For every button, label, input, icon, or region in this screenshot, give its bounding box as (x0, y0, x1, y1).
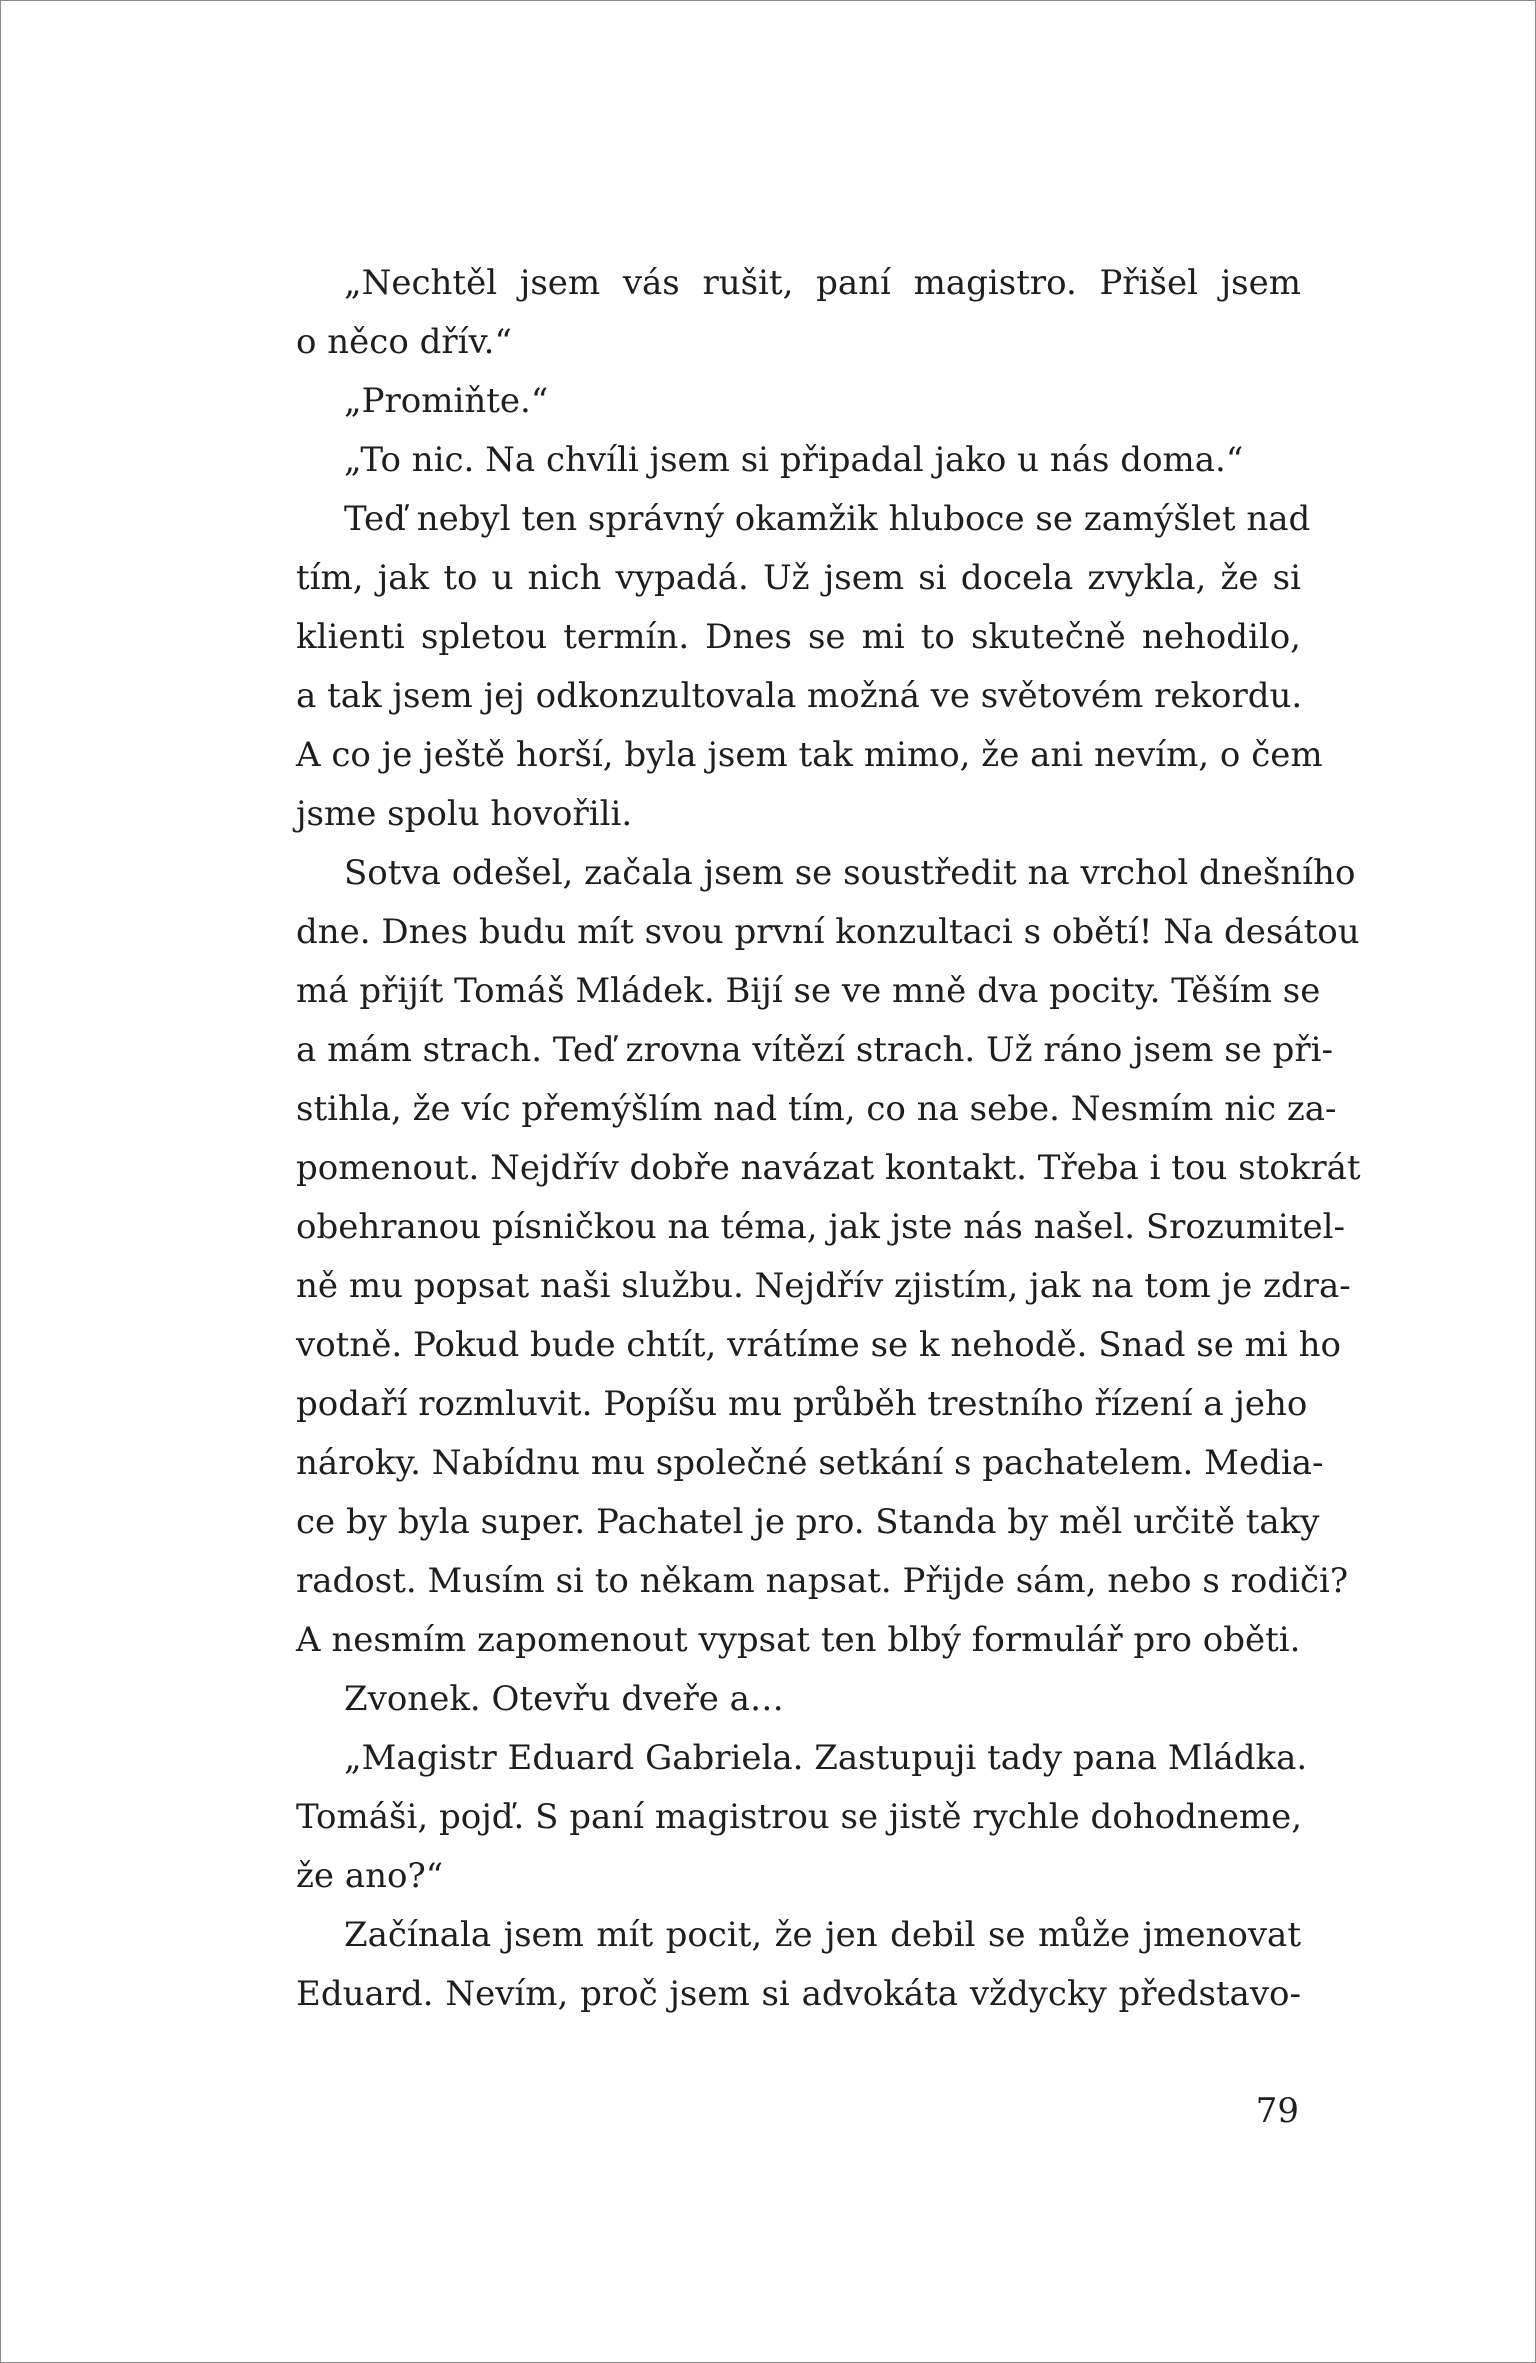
text-line: „Magistr Eduard Gabriela. Zastupuji tady pana Mládka. (344, 1738, 1308, 1778)
text-line: Teď nebyl ten správný okamžik hluboce se zamýšlet nad (344, 499, 1311, 539)
text-line: ce by byla super. Pachatel je pro. Standa by měl určitě taky (296, 1502, 1320, 1542)
text-line: A nesmím zapomenout vypsat ten blbý formulář pro oběti. (296, 1620, 1301, 1660)
text-line: Sotva odešel, začala jsem se soustředit na vrchol dnešního (344, 853, 1356, 893)
text-line: podaří rozmluvit. Popíšu mu průběh trestního řízení a jeho (296, 1384, 1308, 1424)
text-line: pomenout. Nejdřív dobře navázat kontakt. Třeba i tou stokrát (296, 1148, 1361, 1188)
text-line: tím, jak to u nich vypadá. Už jsem si docela zvykla, že si (296, 558, 1301, 598)
page-number: 79 (1255, 2091, 1299, 2131)
text-line: Začínala jsem mít pocit, že jen debil se může jmenovat (344, 1915, 1301, 1955)
text-line: dne. Dnes budu mít svou první konzultaci s obětí! Na desátou (296, 912, 1360, 952)
text-line: že ano?“ (296, 1856, 444, 1896)
text-line: radost. Musím si to někam napsat. Přijde sám, nebo s rodiči? (296, 1561, 1349, 1601)
text-line: stihla, že víc přemýšlím nad tím, co na sebe. Nesmím nic za- (296, 1089, 1337, 1129)
text-line: jsme spolu hovořili. (296, 794, 633, 834)
body-text (296, 254, 1361, 2024)
text-line: má přijít Tomáš Mládek. Bijí se ve mně dva pocity. Těším se (296, 971, 1321, 1011)
text-line: obehranou písničkou na téma, jak jste nás našel. Srozumitel- (296, 1207, 1345, 1247)
text-line: „Nechtěl jsem vás rušit, paní magistro. Přišel jsem (344, 263, 1301, 303)
text-line: Zvonek. Otevřu dveře a… (344, 1679, 784, 1719)
text-line: A co je ještě horší, byla jsem tak mimo, že ani nevím, o čem (296, 735, 1323, 775)
text-line: ně mu popsat naši službu. Nejdřív zjistím, jak na tom je zdra- (296, 1266, 1351, 1306)
text-line: „Promiňte.“ (344, 381, 549, 421)
text-line: o něco dřív.“ (296, 322, 512, 362)
text-line: a mám strach. Teď zrovna vítězí strach. Už ráno jsem se při- (296, 1030, 1334, 1070)
text-line: votně. Pokud bude chtít, vrátíme se k nehodě. Snad se mi ho (296, 1325, 1341, 1365)
text-line: Tomáši, pojď. S paní magistrou se jistě rychle dohodneme, (296, 1797, 1303, 1837)
text-line: a tak jsem jej odkonzultovala možná ve světovém rekordu. (296, 676, 1303, 716)
text-line: klienti spletou termín. Dnes se mi to skutečně nehodilo, (296, 617, 1301, 657)
text-line: nároky. Nabídnu mu společné setkání s pachatelem. Media- (296, 1443, 1324, 1483)
text-line: „To nic. Na chvíli jsem si připadal jako u nás doma.“ (344, 440, 1244, 480)
text-line: Eduard. Nevím, proč jsem si advokáta vždycky představo- (296, 1974, 1301, 2014)
